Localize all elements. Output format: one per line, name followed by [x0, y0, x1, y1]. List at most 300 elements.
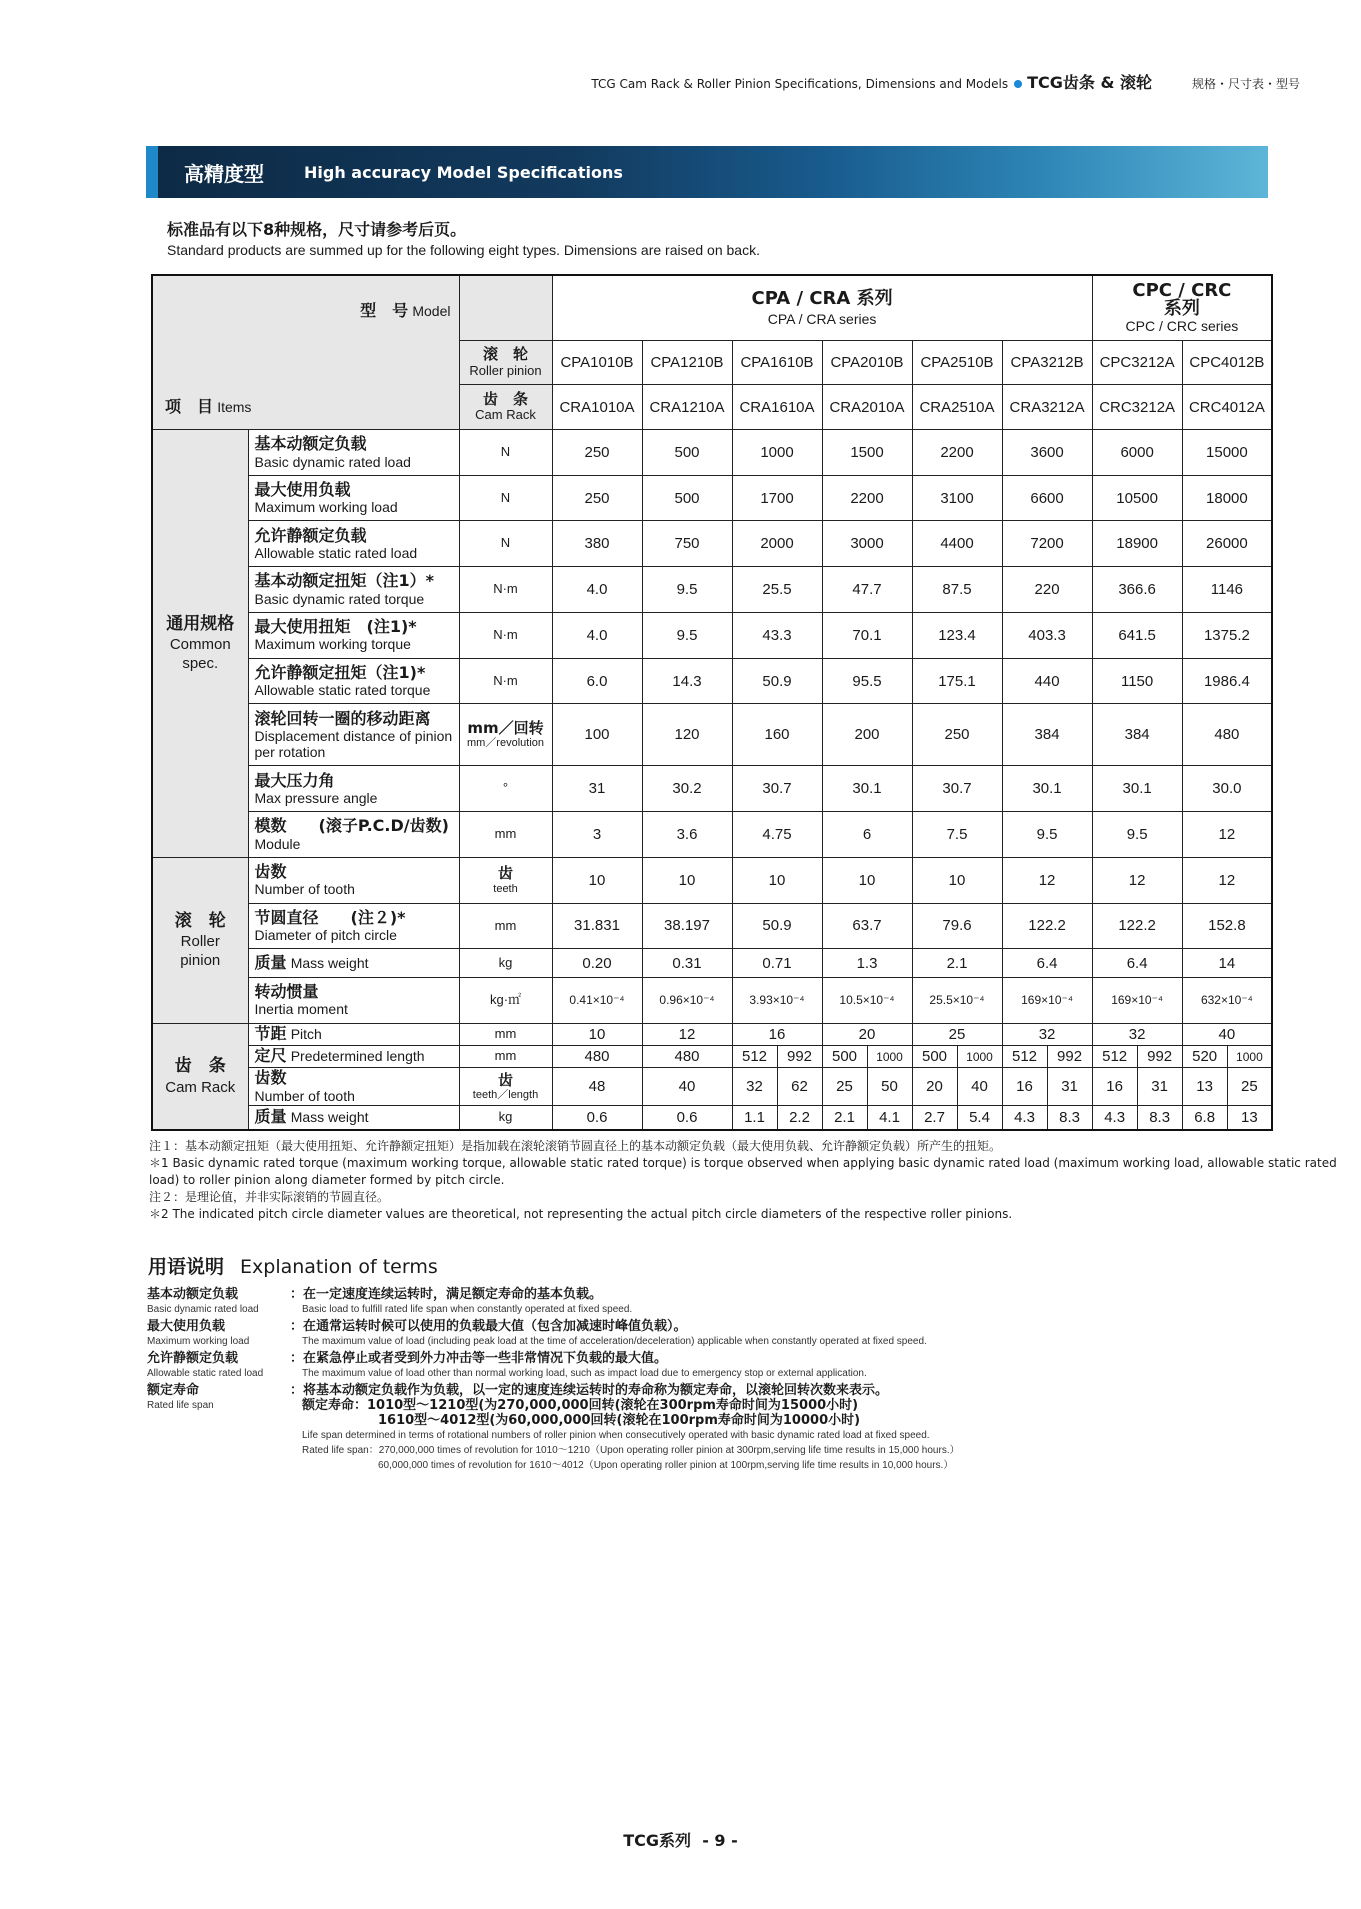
- items-label: 项 目: [165, 399, 214, 416]
- value-cell: 16: [732, 1023, 822, 1045]
- unit-cell: [459, 658, 552, 704]
- rack-model-cell: CRA3212A: [1002, 385, 1092, 430]
- value-cell: 250: [912, 704, 1002, 766]
- value-cell: 25.5: [732, 567, 822, 613]
- value-cell: 10: [552, 1023, 642, 1045]
- group-label-zh: 通用规格: [166, 613, 235, 634]
- group-label-zh: 滚 轮: [174, 910, 226, 931]
- rack-model-cell: CRA1610A: [732, 385, 822, 430]
- table-row: [152, 903, 1272, 949]
- item-label-en: Allowable static rated load: [254, 544, 418, 561]
- series-cpa-header: [552, 275, 1092, 340]
- value-cell: 992: [1137, 1045, 1182, 1067]
- unit-main: 齿: [497, 1070, 513, 1089]
- value-cell: 4400: [912, 521, 1002, 567]
- unit-cell: [459, 430, 552, 476]
- header-corner: [152, 275, 459, 430]
- value-cell: 1000: [1227, 1045, 1272, 1067]
- item-label-en: Mass weight: [290, 1109, 369, 1126]
- table-row: [152, 612, 1272, 658]
- unit-cell: [459, 903, 552, 949]
- value-cell: 2000: [732, 521, 822, 567]
- value-cell: 175.1: [912, 658, 1002, 704]
- item-label: [248, 475, 459, 521]
- terms-title: [148, 1252, 438, 1279]
- value-cell: 6.4: [1002, 949, 1092, 977]
- value-cell: 4.1: [867, 1105, 912, 1130]
- value-cell: 3.93×10⁻⁴: [732, 977, 822, 1023]
- value-cell: 6: [822, 812, 912, 858]
- value-cell: 16: [1092, 1068, 1137, 1106]
- item-label-zh: 最大使用扭矩 (注1)*: [254, 617, 417, 637]
- term-value-en2: Rated life span：270,000,000 times of revolution for 1010～1210（Upon operating roller pinion at 300rpm,serving life time results in 15,000 hours.）: [302, 1445, 960, 1456]
- value-cell: 0.41×10⁻⁴: [552, 977, 642, 1023]
- roller-label-en: Roller pinion: [469, 362, 542, 378]
- unit-cell: [459, 1068, 552, 1106]
- item-label-zh: 齿数: [254, 862, 287, 881]
- header-brand: TCG齿条 & 滚轮: [1027, 73, 1152, 92]
- term-value-zh: ：在通常运转时候可以使用的负载最大值（包含加减速时峰值负载）。: [290, 1319, 687, 1334]
- group-label-en2: spec.: [182, 655, 219, 673]
- value-cell: 40: [642, 1068, 732, 1106]
- group-label-en: Cam Rack: [165, 1078, 236, 1096]
- item-label-zh: 允许静额定扭矩（注1)*: [254, 662, 426, 682]
- rack-label: [459, 385, 552, 430]
- value-cell: 250: [552, 475, 642, 521]
- value-cell: 16: [1002, 1068, 1047, 1106]
- term-key: [147, 1383, 290, 1473]
- unit-main: kg: [498, 1108, 513, 1124]
- value-cell: 10500: [1092, 475, 1182, 521]
- rack-label-zh: 齿 条: [482, 390, 528, 409]
- items-label-en: Items: [217, 399, 252, 415]
- item-label: [248, 567, 459, 613]
- value-cell: 10: [822, 857, 912, 903]
- footnote-zh: 注１：基本动额定扭矩（最大使用扭矩、允许静额定扭矩）是指加载在滚轮滚销节圆直径上的基本动额定负载（最大使用负载、允许静额定负载）所产生的扭矩。: [149, 1139, 1002, 1153]
- term-value-zh2: 额定寿命：1010型～1210型(为270,000,000回转(滚轮在300rpm寿命时间为15000小时): [302, 1398, 859, 1413]
- item-label: [248, 977, 459, 1023]
- value-cell: 62: [777, 1068, 822, 1106]
- value-cell: 0.96×10⁻⁴: [642, 977, 732, 1023]
- value-cell: 1700: [732, 475, 822, 521]
- value-cell: 152.8: [1182, 903, 1272, 949]
- value-cell: 641.5: [1092, 612, 1182, 658]
- value-cell: 200: [822, 704, 912, 766]
- item-label: [248, 704, 459, 766]
- value-cell: 1150: [1092, 658, 1182, 704]
- item-label-en: Maximum working load: [254, 499, 398, 516]
- item-label-en: Mass weight: [290, 954, 369, 971]
- item-label-zh: 节圆直径 (注２)*: [254, 907, 406, 927]
- unit-main: 齿: [497, 864, 513, 883]
- unit-cell: [459, 977, 552, 1023]
- value-cell: 32: [1092, 1023, 1182, 1045]
- terms-title-en: Explanation of terms: [240, 1256, 438, 1278]
- item-label-en: Displacement distance of pinion: [254, 728, 453, 744]
- value-cell: 2.7: [912, 1105, 957, 1130]
- term-value-zh: ：在紧急停止或者受到外力冲击等一些非常情况下负载的最大值。: [290, 1351, 668, 1366]
- footnotes: [149, 1138, 1361, 1223]
- group-label-en2: pinion: [180, 952, 221, 970]
- value-cell: 100: [552, 704, 642, 766]
- value-cell: 2200: [912, 430, 1002, 476]
- value-cell: 12: [1182, 812, 1272, 858]
- unit-cell: [459, 521, 552, 567]
- rack-model-cell: CRA2010A: [822, 385, 912, 430]
- rack-model-cell: CRA1010A: [552, 385, 642, 430]
- value-cell: 160: [732, 704, 822, 766]
- value-cell: 500: [912, 1045, 957, 1067]
- item-label-zh: 基本动额定负载: [254, 434, 367, 454]
- rack-model-cell: CRA2510A: [912, 385, 1002, 430]
- group-label-en1: Common: [169, 635, 231, 653]
- item-label: [248, 521, 459, 567]
- item-label-en: Max pressure angle: [254, 789, 378, 806]
- value-cell: 366.6: [1092, 567, 1182, 613]
- value-cell: 500: [642, 475, 732, 521]
- value-cell: 632×10⁻⁴: [1182, 977, 1272, 1023]
- value-cell: 6.4: [1092, 949, 1182, 977]
- term-key-zh: 额定寿命: [147, 1383, 200, 1398]
- roller-model-cell: CPA3212B: [1002, 340, 1092, 385]
- bullet-icon: [1014, 80, 1022, 88]
- table-row: [152, 567, 1272, 613]
- item-label-zh: 最大压力角: [254, 770, 335, 790]
- value-cell: 18900: [1092, 521, 1182, 567]
- value-cell: 122.2: [1002, 903, 1092, 949]
- item-label-zh: 模数 (滚子P.C.D/齿数): [254, 816, 449, 836]
- unit-main: mm: [494, 826, 517, 842]
- item-label-en: Diameter of pitch circle: [254, 927, 397, 944]
- footer-page: - 9 -: [702, 1831, 738, 1850]
- item-label: [248, 903, 459, 949]
- rack-model-cell: CRA1210A: [642, 385, 732, 430]
- table-row: [152, 704, 1272, 766]
- term-key-en: Rated life span: [147, 1400, 214, 1411]
- term-item: [147, 1319, 1147, 1349]
- term-item: [147, 1383, 1147, 1473]
- value-cell: 169×10⁻⁴: [1002, 977, 1092, 1023]
- item-label: [248, 658, 459, 704]
- value-cell: 380: [552, 521, 642, 567]
- term-value: [290, 1319, 927, 1349]
- unit-cell: [459, 612, 552, 658]
- unit-main: mm: [494, 1048, 517, 1064]
- value-cell: 30.2: [642, 766, 732, 812]
- item-label-zh: 定尺: [254, 1046, 287, 1066]
- rack-model-cell: CRC4012A: [1182, 385, 1272, 430]
- header-unit-blank: [459, 275, 552, 340]
- banner-title-en: High accuracy Model Specifications: [304, 162, 623, 182]
- value-cell: 6.0: [552, 658, 642, 704]
- value-cell: 512: [1092, 1045, 1137, 1067]
- unit-cell: [459, 766, 552, 812]
- unit-cell: [459, 1045, 552, 1067]
- value-cell: 1000: [732, 430, 822, 476]
- value-cell: 403.3: [1002, 612, 1092, 658]
- value-cell: 2.1: [822, 1105, 867, 1130]
- value-cell: 4.0: [552, 567, 642, 613]
- group-label-en1: Roller: [180, 932, 220, 950]
- value-cell: 10.5×10⁻⁴: [822, 977, 912, 1023]
- value-cell: 512: [732, 1045, 777, 1067]
- term-value-en: Basic load to fulfill rated life span when constantly operated at fixed speed.: [302, 1304, 633, 1315]
- term-key-en: Maximum working load: [147, 1336, 250, 1347]
- value-cell: 31: [1047, 1068, 1092, 1106]
- terms-title-zh: 用语说明: [148, 1256, 225, 1278]
- intro-en: Standard products are summed up for the following eight types. Dimensions are raised on back.: [167, 242, 760, 258]
- term-value: [290, 1287, 632, 1317]
- unit-main: N: [500, 443, 511, 459]
- item-label-en: Inertia moment: [254, 1001, 348, 1018]
- unit-main: N·m: [493, 672, 518, 688]
- term-value-en: The maximum value of load (including peak load at the time of acceleration/deceleration) applicable when constantly operated at fixed speed.: [302, 1336, 927, 1347]
- value-cell: 14: [1182, 949, 1272, 977]
- value-cell: 4.75: [732, 812, 822, 858]
- table-row: [152, 1045, 1272, 1067]
- value-cell: 8.3: [1137, 1105, 1182, 1130]
- value-cell: 1000: [957, 1045, 1002, 1067]
- value-cell: 384: [1002, 704, 1092, 766]
- item-label-zh: 齿数: [254, 1068, 287, 1088]
- footnote-en: ＊2 The indicated pitch circle diameter values are theoretical, not representing the actual pitch circle diameters of the respective roller pinions.: [149, 1207, 1013, 1221]
- header-title-en: TCG Cam Rack & Roller Pinion Specifications, Dimensions and Models: [591, 77, 1009, 91]
- unit-main: N·m: [493, 581, 518, 597]
- series-cpc-zh2: 系列: [1163, 298, 1200, 320]
- value-cell: 0.20: [552, 949, 642, 977]
- unit-main: °: [502, 780, 509, 796]
- value-cell: 0.31: [642, 949, 732, 977]
- value-cell: 1375.2: [1182, 612, 1272, 658]
- group-label: [152, 430, 248, 858]
- item-label-zh: 基本动额定扭矩（注1）*: [254, 571, 435, 591]
- value-cell: 3600: [1002, 430, 1092, 476]
- value-cell: 10: [732, 857, 822, 903]
- value-cell: 12: [1092, 857, 1182, 903]
- value-cell: 384: [1092, 704, 1182, 766]
- table-row: [152, 1068, 1272, 1106]
- table-row: [152, 475, 1272, 521]
- unit-main: kg: [498, 954, 513, 970]
- unit-cell: [459, 812, 552, 858]
- term-key-en: Basic dynamic rated load: [147, 1304, 259, 1315]
- value-cell: 38.197: [642, 903, 732, 949]
- banner-accent: [146, 146, 158, 198]
- item-label-zh: 节距: [254, 1024, 287, 1044]
- item-label: [248, 612, 459, 658]
- value-cell: 500: [642, 430, 732, 476]
- term-key-zh: 最大使用负载: [147, 1319, 226, 1334]
- value-cell: 1.1: [732, 1105, 777, 1130]
- unit-main: N: [500, 489, 511, 505]
- value-cell: 30.1: [822, 766, 912, 812]
- value-cell: 2.2: [777, 1105, 822, 1130]
- roller-model-cell: CPA2010B: [822, 340, 912, 385]
- value-cell: 250: [552, 430, 642, 476]
- unit-main: N·m: [493, 626, 518, 642]
- value-cell: 10: [552, 857, 642, 903]
- value-cell: 4.3: [1002, 1105, 1047, 1130]
- term-key-zh: 基本动额定负载: [147, 1287, 239, 1302]
- item-label-en: Predetermined length: [290, 1048, 425, 1065]
- term-value-en: Life span determined in terms of rotational numbers of roller pinion when consecutively operated with basic dynamic rated load at fixed speed.: [302, 1430, 930, 1441]
- series-cpa-zh: CPA / CRA 系列: [751, 287, 893, 309]
- item-label-zh: 转动惯量: [254, 981, 319, 1001]
- item-label-en: Basic dynamic rated torque: [254, 590, 425, 607]
- value-cell: 25.5×10⁻⁴: [912, 977, 1002, 1023]
- item-label-en2: per rotation: [254, 744, 326, 761]
- unit-cell: [459, 704, 552, 766]
- unit-sub: teeth: [493, 882, 518, 895]
- term-value-zh: ：将基本动额定负载作为负载，以一定的速度连续运转时的寿命称为额定寿命，以滚轮回转次数来表示。: [290, 1383, 889, 1398]
- value-cell: 9.5: [1002, 812, 1092, 858]
- unit-sub: mm／revolution: [466, 737, 545, 750]
- table-row: [152, 949, 1272, 977]
- value-cell: 40: [957, 1068, 1002, 1106]
- intro: [167, 217, 760, 258]
- model-label: 型 号: [360, 303, 409, 320]
- value-cell: 8.3: [1047, 1105, 1092, 1130]
- roller-label-zh: 滚 轮: [482, 345, 528, 364]
- value-cell: 6000: [1092, 430, 1182, 476]
- unit-main: mm／回转: [467, 718, 544, 737]
- value-cell: 0.6: [552, 1105, 642, 1130]
- value-cell: 1.3: [822, 949, 912, 977]
- footnote-zh: 注２：是理论值，并非实际滚销的节圆直径。: [149, 1190, 390, 1204]
- item-label-en: Maximum working torque: [254, 636, 411, 653]
- value-cell: 48: [552, 1068, 642, 1106]
- banner-title-zh: 高精度型: [184, 161, 264, 186]
- value-cell: 7.5: [912, 812, 1002, 858]
- value-cell: 3.6: [642, 812, 732, 858]
- value-cell: 169×10⁻⁴: [1092, 977, 1182, 1023]
- roller-model-cell: CPA1210B: [642, 340, 732, 385]
- unit-cell: [459, 1105, 552, 1130]
- table-row: [152, 766, 1272, 812]
- term-key-en: Allowable static rated load: [147, 1368, 264, 1379]
- item-label-zh: 质量: [254, 952, 287, 972]
- rack-model-cell: CRC3212A: [1092, 385, 1182, 430]
- roller-model-cell: CPA1610B: [732, 340, 822, 385]
- value-cell: 4.3: [1092, 1105, 1137, 1130]
- value-cell: 25: [912, 1023, 1002, 1045]
- term-value-zh3: 1610型～4012型(为60,000,000回转(滚轮在100rpm寿命时间为10000小时): [378, 1413, 861, 1428]
- term-value-en: The maximum value of load other than normal working load, such as impact load due to emergency stop or external application.: [302, 1368, 867, 1379]
- value-cell: 500: [822, 1045, 867, 1067]
- value-cell: 50.9: [732, 903, 822, 949]
- value-cell: 2.1: [912, 949, 1002, 977]
- value-cell: 3100: [912, 475, 1002, 521]
- group-label: [152, 1023, 248, 1130]
- value-cell: 50: [867, 1068, 912, 1106]
- roller-model-cell: CPA1010B: [552, 340, 642, 385]
- term-key: [147, 1351, 290, 1381]
- value-cell: 992: [1047, 1045, 1092, 1067]
- unit-cell: [459, 567, 552, 613]
- value-cell: 30.7: [732, 766, 822, 812]
- value-cell: 3: [552, 812, 642, 858]
- value-cell: 1500: [822, 430, 912, 476]
- value-cell: 12: [1182, 857, 1272, 903]
- unit-cell: [459, 949, 552, 977]
- value-cell: 512: [1002, 1045, 1047, 1067]
- roller-model-cell: CPC3212A: [1092, 340, 1182, 385]
- value-cell: 480: [642, 1045, 732, 1067]
- roller-model-cell: CPA2510B: [912, 340, 1002, 385]
- value-cell: 1986.4: [1182, 658, 1272, 704]
- value-cell: 0.71: [732, 949, 822, 977]
- item-label-en: Number of tooth: [254, 1087, 355, 1104]
- value-cell: 2200: [822, 475, 912, 521]
- value-cell: 9.5: [642, 567, 732, 613]
- item-label: [248, 430, 459, 476]
- value-cell: 47.7: [822, 567, 912, 613]
- footnote-en: ＊1 Basic dynamic rated torque (maximum working torque, allowable static rated torque) is torque observed when applying basic dynamic rated load (maximum working load, allowable static rated load) to roller pinion along diameter formed by pitch circle.: [149, 1156, 1337, 1187]
- unit-cell: [459, 1023, 552, 1045]
- series-cpc-en: CPC / CRC series: [1125, 318, 1239, 335]
- unit-sub: teeth／length: [472, 1088, 539, 1101]
- term-value-zh: ：在一定速度连续运转时，满足额定寿命的基本负载。: [290, 1287, 603, 1302]
- item-label-zh: 滚轮回转一圈的移动距离: [254, 708, 431, 728]
- value-cell: 87.5: [912, 567, 1002, 613]
- rack-label-en: Cam Rack: [475, 407, 536, 423]
- value-cell: 25: [1227, 1068, 1272, 1106]
- value-cell: 18000: [1182, 475, 1272, 521]
- value-cell: 6600: [1002, 475, 1092, 521]
- value-cell: 40: [1182, 1023, 1272, 1045]
- value-cell: 25: [822, 1068, 867, 1106]
- term-key: [147, 1287, 290, 1317]
- value-cell: 4.0: [552, 612, 642, 658]
- value-cell: 32: [1002, 1023, 1092, 1045]
- value-cell: 50.9: [732, 658, 822, 704]
- unit-main: mm: [494, 917, 517, 933]
- unit-cell: [459, 857, 552, 903]
- value-cell: 1146: [1182, 567, 1272, 613]
- value-cell: 6.8: [1182, 1105, 1227, 1130]
- item-label: [248, 766, 459, 812]
- value-cell: 5.4: [957, 1105, 1002, 1130]
- value-cell: 31: [1137, 1068, 1182, 1106]
- value-cell: 12: [1002, 857, 1092, 903]
- value-cell: 79.6: [912, 903, 1002, 949]
- series-cpa-en: CPA / CRA series: [767, 311, 877, 328]
- value-cell: 13: [1182, 1068, 1227, 1106]
- table-row: [152, 812, 1272, 858]
- value-cell: 43.3: [732, 612, 822, 658]
- table-row: [152, 1105, 1272, 1130]
- value-cell: 30.0: [1182, 766, 1272, 812]
- value-cell: 480: [1182, 704, 1272, 766]
- item-label: [248, 1068, 459, 1106]
- section-banner: [146, 146, 1268, 198]
- value-cell: 30.1: [1092, 766, 1182, 812]
- value-cell: 1000: [867, 1045, 912, 1067]
- item-label-en: Module: [254, 835, 301, 852]
- value-cell: 10: [912, 857, 1002, 903]
- item-label-zh: 允许静额定负载: [254, 525, 367, 545]
- footer-series: TCG系列: [623, 1831, 692, 1850]
- value-cell: 440: [1002, 658, 1092, 704]
- value-cell: 95.5: [822, 658, 912, 704]
- value-cell: 30.7: [912, 766, 1002, 812]
- value-cell: 15000: [1182, 430, 1272, 476]
- term-item: [147, 1287, 1147, 1317]
- value-cell: 31.831: [552, 903, 642, 949]
- item-label: [248, 949, 459, 977]
- page-footer: [0, 1828, 1361, 1851]
- value-cell: 120: [642, 704, 732, 766]
